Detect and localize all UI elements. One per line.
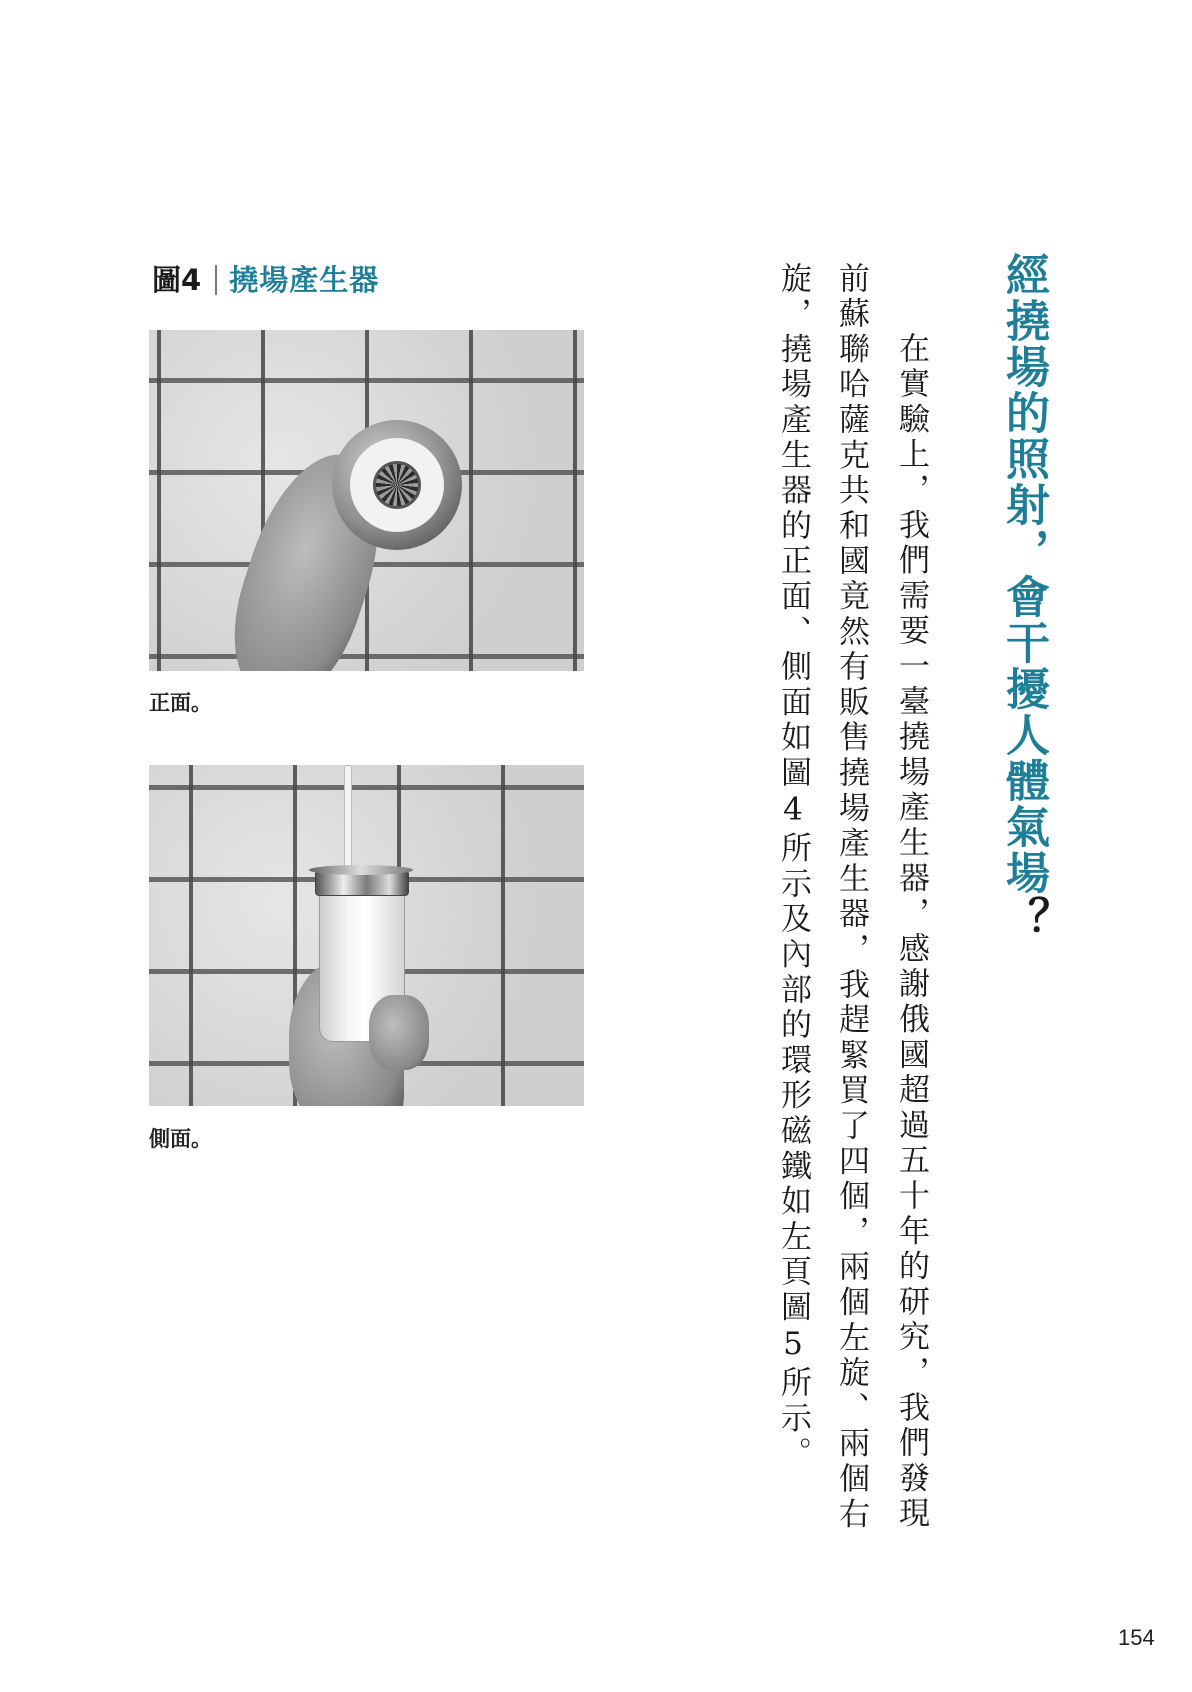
side-view-photo (149, 765, 584, 1106)
figure-number: 圖4 (152, 263, 202, 297)
power-cord-top (344, 765, 352, 877)
device-coil-core (373, 461, 421, 509)
thumb (369, 995, 429, 1070)
front-view-caption: 正面。 (149, 691, 212, 715)
figure-title: 撓場產生器 (229, 263, 380, 297)
heading-line1: 經撓場的照射，會干擾人體氣場 (998, 252, 1049, 896)
device-cap-rim (309, 865, 413, 875)
side-view-caption: 側面。 (149, 1127, 212, 1151)
body-paragraph-column-1: 在實驗上，我們需要一臺撓場產生器，感謝俄國超過五十年的研究，我們發現 (893, 332, 929, 1533)
body-paragraph-column-3: 旋，撓場產生器的正面、側面如圖4所示及內部的環形磁鐵如左頁圖5所示。 (775, 262, 811, 1473)
section-heading (998, 252, 1048, 952)
body-paragraph-column-2: 前蘇聯哈薩克共和國竟然有販售撓場產生器，我趕緊買了四個，兩個左旋、兩個右 (833, 262, 869, 1533)
page-number: 154 (1118, 1625, 1155, 1650)
front-view-photo (149, 330, 584, 671)
caption-divider (215, 265, 217, 295)
heading-question-mark: ？ (998, 896, 1049, 942)
figure-caption (152, 262, 379, 298)
